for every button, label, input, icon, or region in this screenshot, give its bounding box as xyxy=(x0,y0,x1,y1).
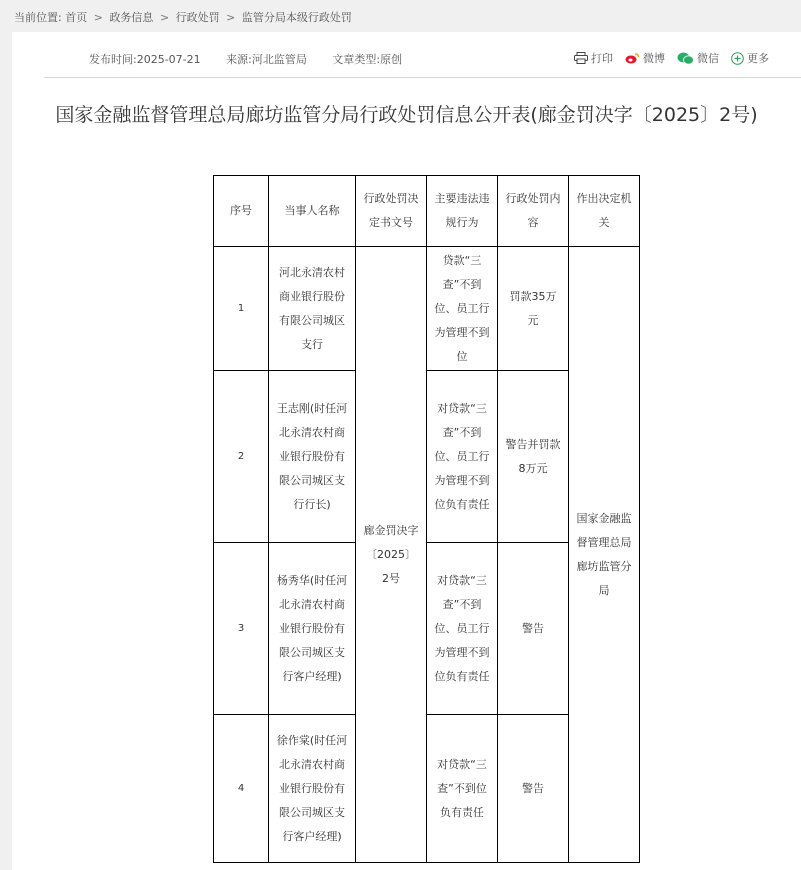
breadcrumb-admin-penalty-link[interactable]: 行政处罚 xyxy=(175,11,220,24)
row-penalty: 警告并罚款8万元 xyxy=(498,371,569,543)
row-party: 王志刚(时任河北永清农村商业银行股份有限公司城区支行行长) xyxy=(269,371,356,543)
article-meta xyxy=(89,51,424,67)
row-penalty: 警告 xyxy=(498,543,569,715)
table-row xyxy=(214,247,640,371)
breadcrumb xyxy=(14,9,352,25)
meta-divider xyxy=(44,77,801,78)
print-button[interactable] xyxy=(574,50,613,66)
plus-circle-icon xyxy=(731,52,744,65)
more-label: 更多 xyxy=(747,52,769,65)
article-type: 文章类型:原创 xyxy=(332,53,403,66)
printer-icon xyxy=(574,52,588,64)
weibo-label: 微博 xyxy=(643,52,665,65)
decision-number-cell: 廊金罚决字〔2025〕2号 xyxy=(356,247,427,863)
top-bar xyxy=(0,0,801,34)
table-header-row xyxy=(214,176,640,247)
row-serial: 3 xyxy=(214,543,269,715)
row-penalty: 警告 xyxy=(498,715,569,863)
header-decision-no: 行政处罚决定书文号 xyxy=(356,176,427,247)
breadcrumb-branch-penalty-link[interactable]: 监管分局本级行政处罚 xyxy=(241,11,352,24)
header-serial: 序号 xyxy=(214,176,269,247)
weibo-icon xyxy=(625,52,640,64)
row-serial: 1 xyxy=(214,247,269,371)
print-label: 打印 xyxy=(591,52,613,65)
weibo-share-button[interactable] xyxy=(625,50,665,66)
breadcrumb-gov-info-link[interactable]: 政务信息 xyxy=(109,11,154,24)
breadcrumb-home-link[interactable]: 首页 xyxy=(65,11,88,24)
more-share-button[interactable] xyxy=(731,50,769,66)
row-violation: 对贷款“三查”不到位负有责任 xyxy=(427,715,498,863)
row-serial: 4 xyxy=(214,715,269,863)
row-violation: 贷款“三查”不到位、员工行为管理不到位 xyxy=(427,247,498,371)
breadcrumb-label: 当前位置: xyxy=(14,11,62,24)
penalty-table xyxy=(213,175,640,863)
publish-time: 发布时间:2025-07-21 xyxy=(89,53,201,66)
page-title: 国家金融监督管理总局廊坊监管分局行政处罚信息公开表(廊金罚决字〔2025〕2号) xyxy=(55,104,758,126)
header-penalty: 行政处罚内容 xyxy=(498,176,569,247)
header-authority: 作出决定机关 xyxy=(569,176,640,247)
authority-cell: 国家金融监督管理总局廊坊监管分局 xyxy=(569,247,640,863)
header-party: 当事人名称 xyxy=(269,176,356,247)
wechat-label: 微信 xyxy=(697,52,719,65)
row-violation: 对贷款“三查”不到位、员工行为管理不到位负有责任 xyxy=(427,543,498,715)
share-bar xyxy=(562,50,769,66)
header-violation: 主要违法违规行为 xyxy=(427,176,498,247)
breadcrumb-separator: > xyxy=(226,11,236,24)
article-source: 来源:河北监管局 xyxy=(226,53,307,66)
row-party: 杨秀华(时任河北永清农村商业银行股份有限公司城区支行客户经理) xyxy=(269,543,356,715)
breadcrumb-separator: > xyxy=(159,11,170,24)
row-party: 河北永清农村商业银行股份有限公司城区支行 xyxy=(269,247,356,371)
row-party: 徐作棠(时任河北永清农村商业银行股份有限公司城区支行客户经理) xyxy=(269,715,356,863)
row-penalty: 罚款35万元 xyxy=(498,247,569,371)
wechat-share-button[interactable] xyxy=(677,50,719,66)
row-violation: 对贷款“三查”不到位、员工行为管理不到位负有责任 xyxy=(427,371,498,543)
row-serial: 2 xyxy=(214,371,269,543)
content-panel xyxy=(12,32,801,870)
breadcrumb-separator: > xyxy=(93,11,103,24)
wechat-icon xyxy=(677,52,694,65)
